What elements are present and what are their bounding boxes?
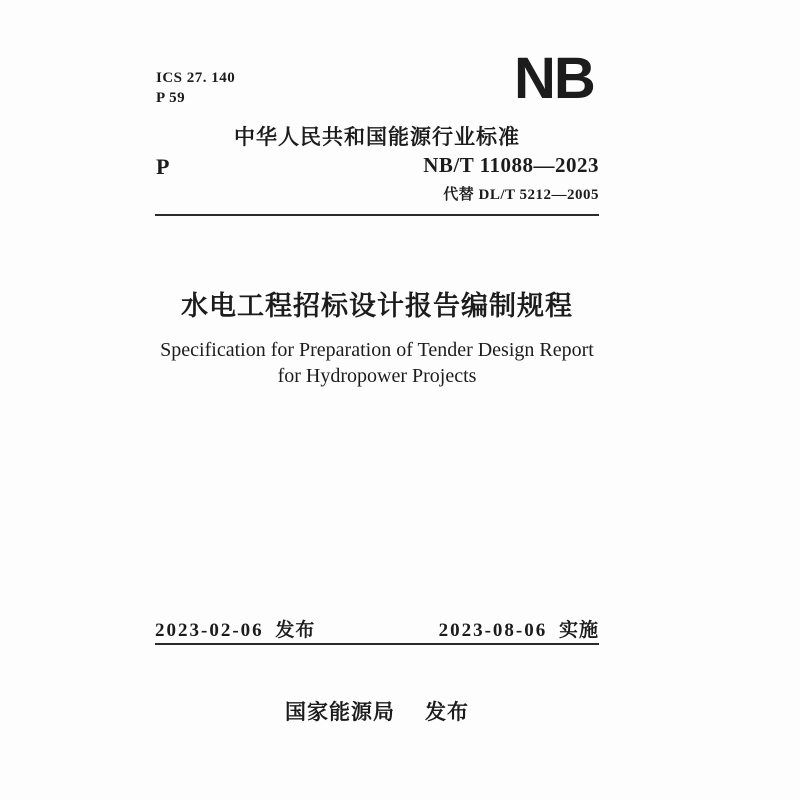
issue-date-label: 2023-02-06 — [155, 620, 264, 641]
implementation-date-label: 2023-08-06 — [438, 620, 548, 641]
publish-action-label: 发布 — [425, 701, 469, 724]
issue-date-item — [155, 615, 315, 642]
issuer-name-label: 国家能源局 — [285, 701, 395, 724]
nb-logo: NB — [514, 46, 594, 111]
implementation-date-item — [439, 615, 599, 642]
chinese-title: 水电工程招标设计报告编制规程 — [181, 291, 573, 321]
dates-row — [155, 615, 599, 642]
english-title-line1: Specification for Preparation of Tender Design Report — [160, 339, 594, 361]
issue-action-label: 发布 — [275, 620, 316, 641]
supersedes-label: 代替 DL/T 5212—2005 — [443, 187, 599, 203]
standard-type-heading: 中华人民共和国能源行业标准 — [234, 126, 520, 149]
implementation-action-label: 实施 — [558, 620, 599, 641]
ics-block — [156, 68, 235, 109]
standard-number-block — [155, 153, 599, 204]
footer-row — [155, 696, 599, 726]
bottom-rule-divider — [155, 643, 599, 645]
category-letter-label: P — [156, 154, 170, 179]
standard-number-label: NB/T 11088—2023 — [423, 153, 599, 177]
top-rule-divider — [155, 214, 599, 216]
english-title — [115, 337, 639, 389]
classification-code-label: P 59 — [156, 90, 186, 107]
english-title-line2: for Hydropower Projects — [277, 365, 477, 387]
ics-code-label: ICS 27. 140 — [156, 70, 236, 86]
